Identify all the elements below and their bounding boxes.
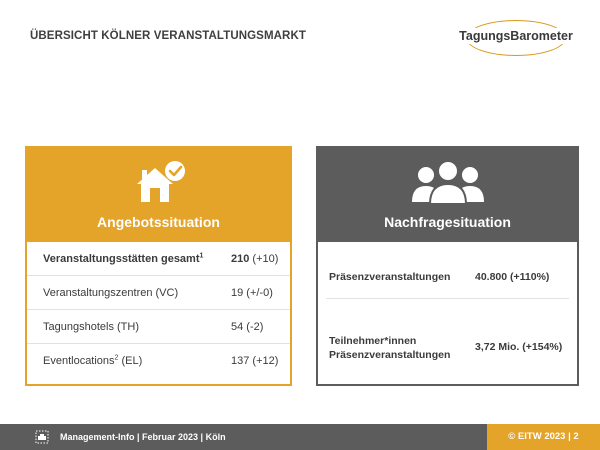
- row-divider: [326, 298, 569, 299]
- row-value: 19 (+/-0): [231, 287, 273, 299]
- demand-heading: Nachfragesituation: [384, 214, 511, 230]
- row-label: Teilnehmer*innen Präsenzveranstaltungen: [329, 335, 451, 361]
- supply-panel-header: [27, 148, 290, 242]
- tagungsbarometer-logo: [452, 18, 580, 58]
- row-label: Präsenzveranstaltungen: [329, 271, 451, 283]
- table-row: [27, 242, 290, 276]
- row-value: 210 (+10): [231, 253, 279, 265]
- demand-table: [318, 242, 577, 384]
- row-value: 3,72 Mio. (+154%): [475, 341, 563, 353]
- row-value: 137 (+12): [231, 355, 279, 367]
- footer-info: Management-Info | Februar 2023 | Köln: [60, 432, 226, 442]
- row-value: 40.800 (+110%): [475, 271, 550, 283]
- supply-panel: [25, 146, 292, 386]
- supply-table: [27, 242, 290, 378]
- people-group-icon: [408, 158, 488, 206]
- demand-panel-header: [318, 148, 577, 242]
- row-label: Tagungshotels (TH): [43, 321, 139, 333]
- row-label: Veranstaltungszentren (VC): [43, 287, 179, 299]
- city-emblem-icon: [35, 430, 49, 444]
- row-label: Eventlocations$^2$ (EL): [43, 354, 143, 367]
- table-row: [27, 310, 290, 344]
- footer: [0, 424, 600, 450]
- house-check-icon: [129, 158, 189, 206]
- page-title: ÜBERSICHT KÖLNER VERANSTALTUNGSMARKT: [30, 30, 306, 42]
- table-row: [27, 276, 290, 310]
- row-value: 54 (-2): [231, 321, 264, 333]
- row-label: Veranstaltungsstätten gesamt$^1$: [43, 252, 204, 265]
- footer-copyright: © EITW 2023 | 2: [487, 424, 600, 450]
- supply-heading: Angebotssituation: [97, 214, 220, 230]
- demand-panel: [316, 146, 579, 386]
- table-row: [27, 344, 290, 378]
- logo-text: TagungsBarometer: [452, 28, 580, 44]
